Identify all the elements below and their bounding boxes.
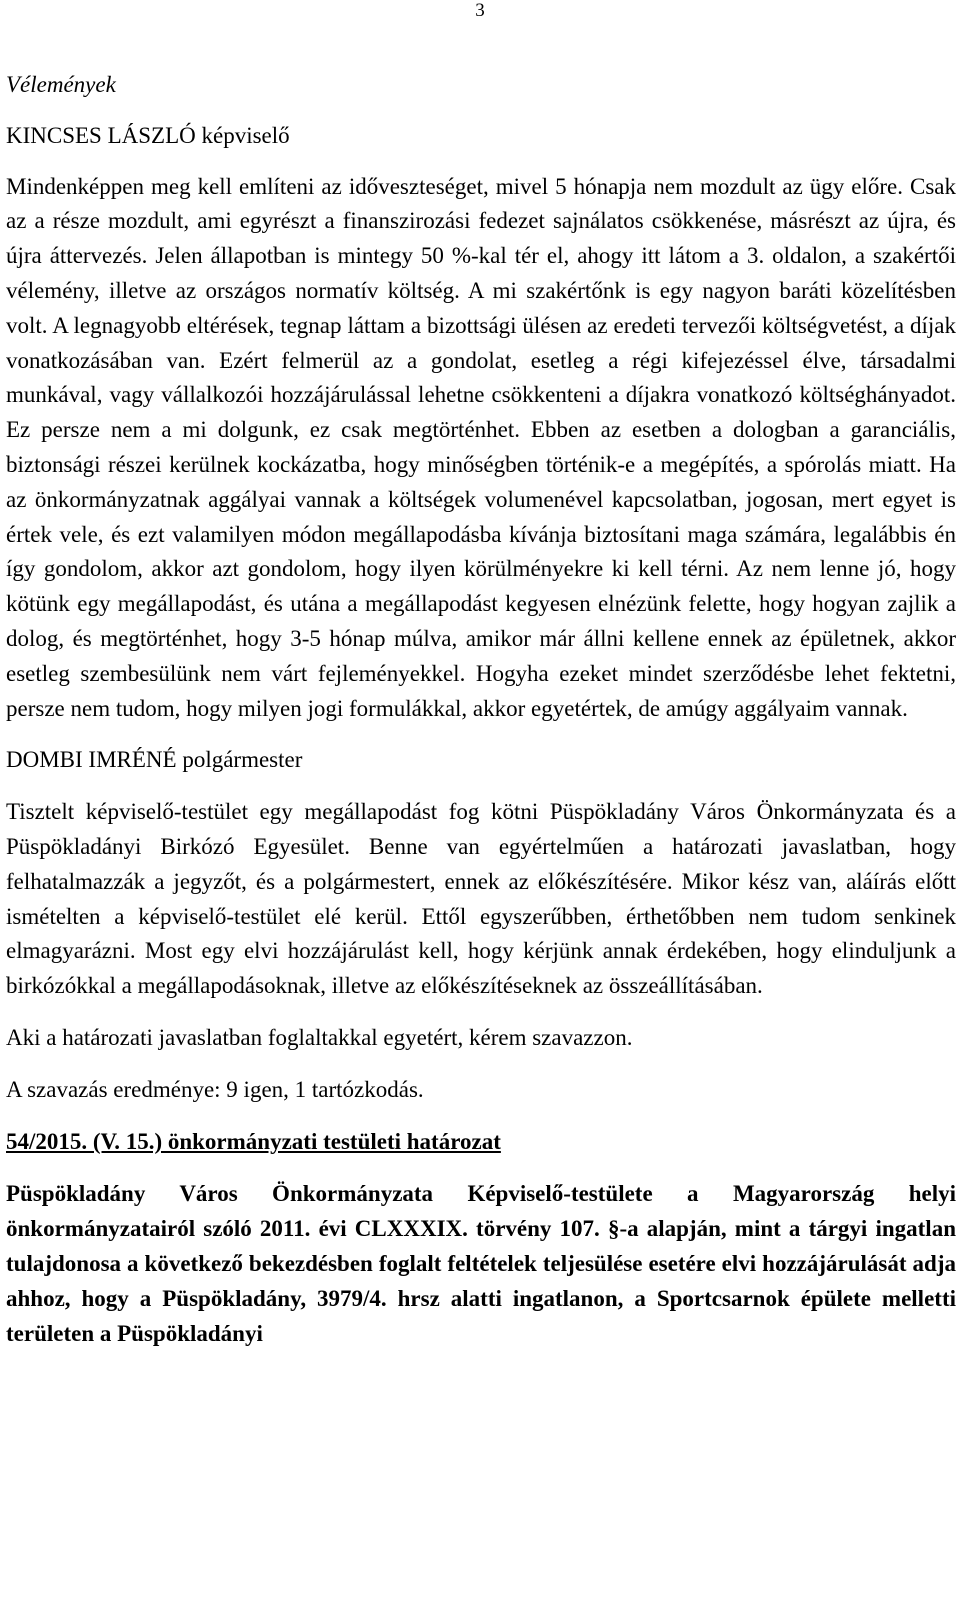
- document-content: [6, 68, 956, 1351]
- speaker-name-kincses: KINCSES LÁSZLÓ képviselő: [6, 122, 290, 148]
- section-title: Vélemények: [6, 72, 116, 97]
- speaker-name-dombi: DOMBI IMRÉNÉ polgármester: [6, 747, 303, 773]
- vote-result: A szavazás eredménye: 9 igen, 1 tartózkodás.: [6, 1076, 424, 1102]
- paragraph-kincses: Mindenképpen meg kell említeni az időveszteséget, mivel 5 hónapja nem mozdult az ügy előre. Csak az a része mozdult, ami egyrészt a finanszirozási fedezet sajnálatos csökkenése, másrészt az újra, és újra áttervezés. Jelen állapotban is mintegy 50 %-kal tér el, ahogy itt látom a 3. oldalon, a szakértői vélemény, illetve az országos normatív költség. A mi szakértőnk is egy nagyon baráti közelítésben volt. A legnagyobb eltérések, tegnap láttam a bizottsági ülésen az eredeti tervezői költségvetést, a díjak vonatkozásában van. Ezért felmerül az a gondolat, esetleg a régi kifejezéssel élve, társadalmi munkával, vagy vállalkozói hozzájárulással lehetne csökkenteni a díjakra vonatkozó költséghányadot. Ez persze nem a mi dolgunk, ez csak megtörténhet. Ebben az esetben a dologban a garanciális, biztonsági részei kerülnek kockázatba, hogy minőségben történik-e a megépítés, a spórolás miatt. Ha az önkormányzatnak aggályai vannak a költségek volumenével kapcsolatban, jogosan, mert egyet is értek vele, és ezt valamilyen módon megállapodásba kívánja biztosítani maga számára, legalábbis én így gondolom, akkor azt gondolom, hogy ilyen körülményekre ki kell térni. Az nem lenne jó, hogy kötünk egy megállapodást, és utána a megállapodást kegyesen elnézünk felette, hogy hogyan zajlik a dolog, és megtörténhet, hogy 3-5 hónap múlva, amikor már állni kellene ennek az épületnek, akkor esetleg szembesülünk nem várt fejleményekkel. Hogyha ezeket mindet szerződésbe lehet fektetni, persze nem tudom, hogy milyen jogi formulákkal, akkor egyetértek, de amúgy aggályaim vannak.: [6, 173, 956, 721]
- resolution-text: Püspökladány Város Önkormányzata Képviselő-testülete a Magyarország helyi önkormányzatairól szóló 2011. évi CLXXXIX. törvény 107. §-a alapján, mint a tárgyi ingatlan tulajdonosa a következő bekezdésben foglalt feltételek teljesülése esetére elvi hozzájárulását adja ahhoz, hogy a Püspökladány, 3979/4. hrsz alatti ingatlanon, a Sportcsarnok épülete melletti területen a Püspökladányi: [6, 1181, 956, 1346]
- resolution-title: 54/2015. (V. 15.) önkormányzati testületi határozat: [6, 1128, 501, 1154]
- vote-request: Aki a határozati javaslatban foglaltakkal egyetért, kérem szavazzon.: [6, 1024, 633, 1050]
- paragraph-dombi: Tisztelt képviselő-testület egy megállapodást fog kötni Püspökladány Város Önkormányzata és a Püspökladányi Birkózó Egyesület. Benne van egyértelműen a határozati javaslatban, hogy felhatalmazzák a jegyzőt, és a polgármestert, ennek az előkészítésére. Mikor kész van, aláírás előtt ismételten a képviselő-testület elé kerül. Ettől egyszerűbben, érthetőbben nem tudom senkinek elmagyarázni. Most egy elvi hozzájárulást kell, hogy kérjünk annak érdekében, hogy elinduljunk a birkózókkal a megállapodásoknak, illetve az előkészítéseknek az összeállításában.: [6, 799, 956, 999]
- page-number: 3: [475, 0, 485, 21]
